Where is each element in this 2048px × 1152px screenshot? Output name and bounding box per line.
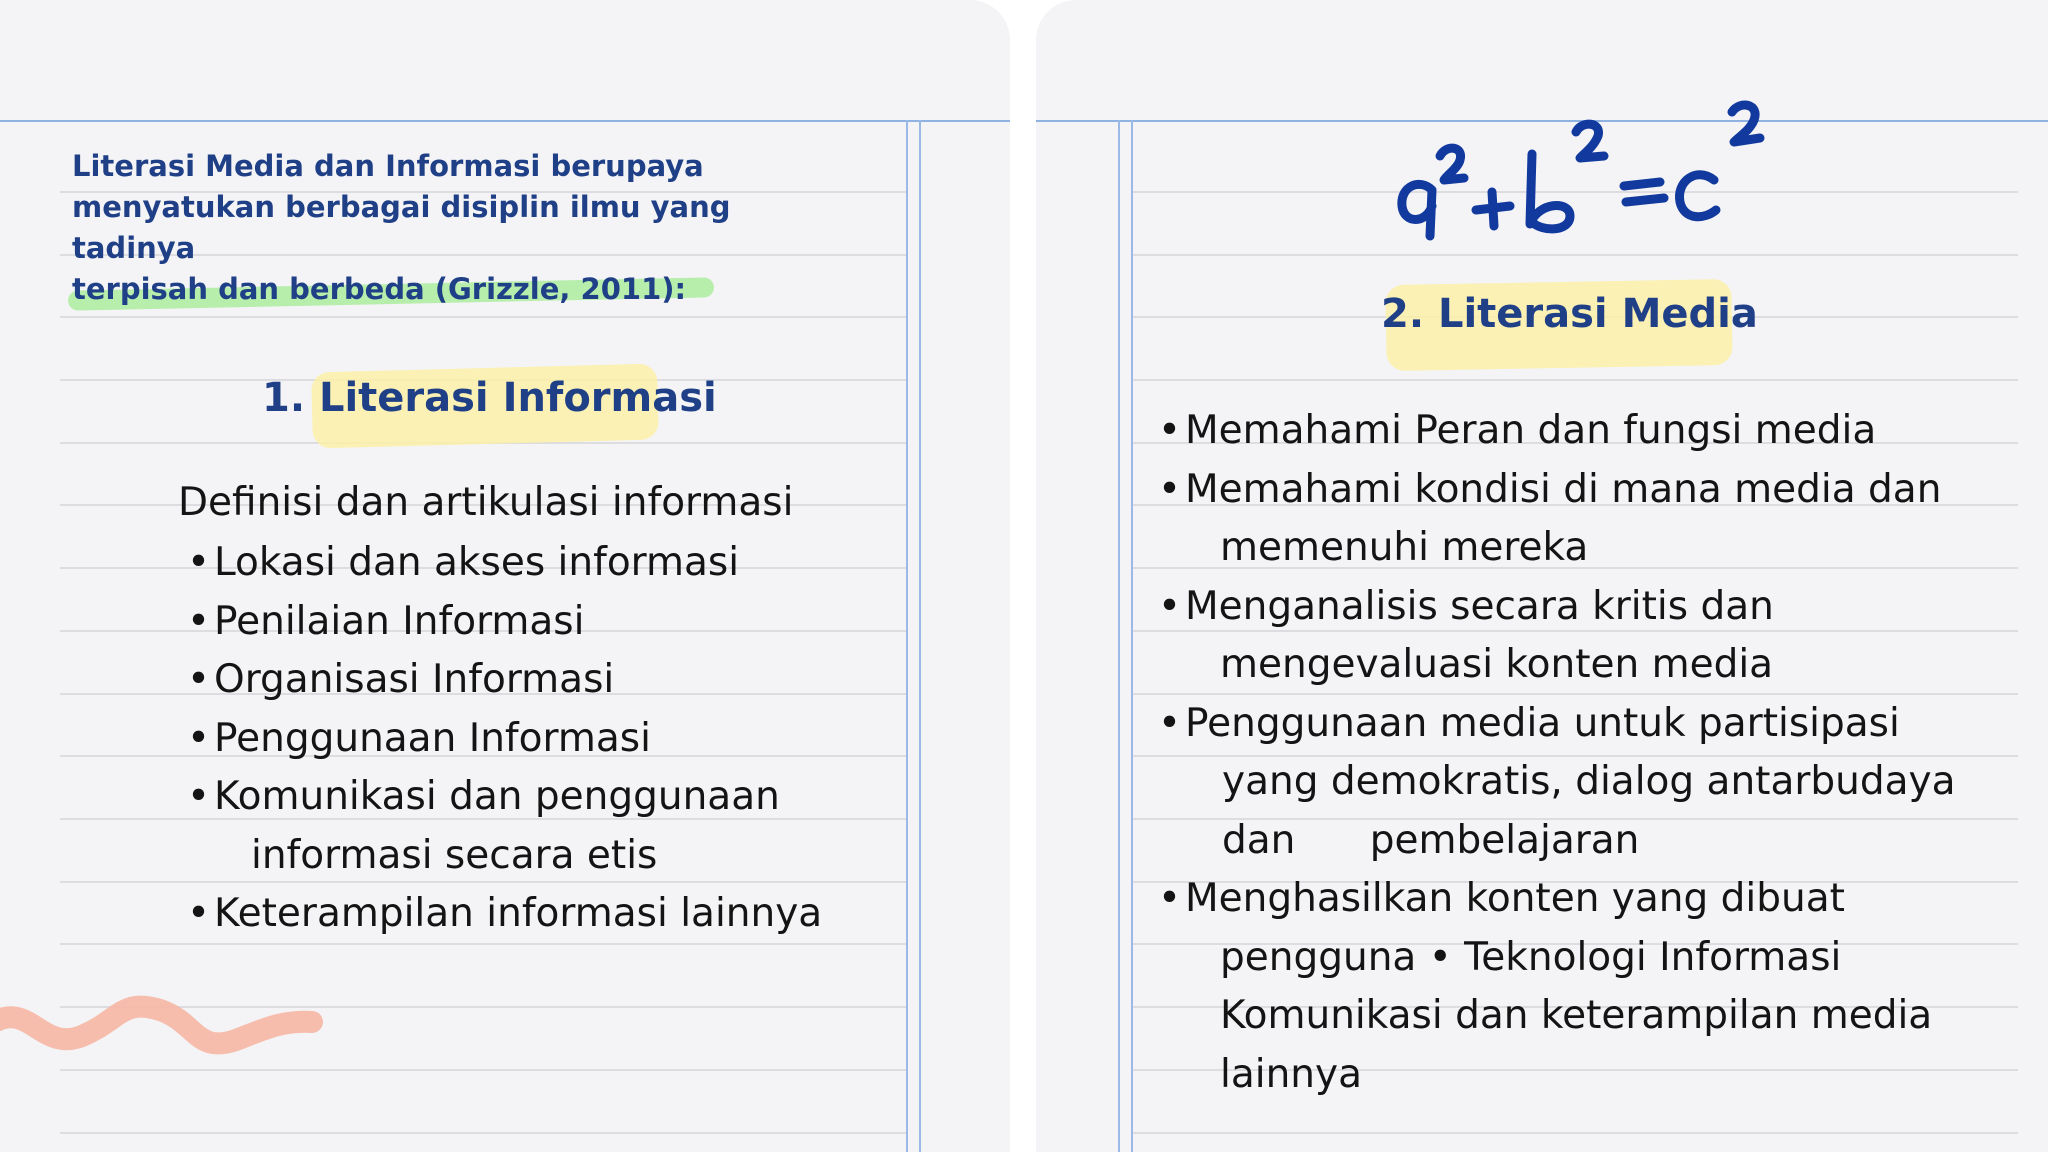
ruled-line — [1133, 379, 2018, 381]
list-item-continuation: lainnya — [1220, 1051, 1362, 1097]
ruled-line — [1133, 1132, 2018, 1134]
list-item-text: Keterampilan informasi lainnya — [214, 891, 823, 936]
bullet: • — [187, 657, 211, 702]
list-item — [187, 710, 887, 769]
ruled-line — [60, 1132, 906, 1134]
section-heading-literasi-media: 2. Literasi Media — [1381, 291, 1758, 337]
list-item-continuation: Komunikasi dan keterampilan media — [1220, 993, 1933, 1038]
lead-line: Definisi dan artikulasi informasi — [178, 480, 794, 525]
list-item-text: Penilaian Informasi — [214, 598, 585, 644]
bullet: • — [187, 540, 211, 585]
list-item-continuation: yang demokratis, dialog antarbudaya — [1222, 759, 1956, 804]
handwritten-formula-icon — [1380, 94, 1780, 254]
list-item-text: Organisasi Informasi — [214, 657, 615, 702]
list-item — [187, 885, 887, 944]
ruled-line — [1133, 254, 2018, 256]
list-item — [187, 651, 887, 710]
bullet: • — [187, 598, 211, 644]
left-notebook-page — [0, 0, 1010, 1152]
list-item-text: Lokasi dan akses informasi — [214, 540, 740, 585]
list-item — [1158, 402, 2038, 461]
list-item — [187, 534, 887, 593]
intro-line: Literasi Media dan Informasi berupaya — [72, 149, 704, 183]
top-margin-rule — [0, 120, 1010, 122]
bullet: • — [1158, 466, 1182, 512]
intro-line: terpisah dan berbeda (Grizzle, 2011): — [72, 272, 687, 306]
information-literacy-list — [187, 534, 887, 944]
pink-squiggle-decoration — [0, 990, 330, 1070]
bullet: • — [187, 774, 211, 819]
list-item-text: Memahami kondisi di mana media dan — [1185, 466, 1942, 512]
margin-rule-outer — [1118, 120, 1120, 1152]
margin-rule-inner — [1131, 120, 1133, 1152]
bullet: • — [1158, 408, 1182, 453]
margin-rule-inner — [919, 120, 921, 1152]
bullet: • — [1158, 876, 1182, 921]
intro-line: menyatukan berbagai disiplin ilmu yang tadinya — [72, 190, 731, 265]
list-item-text: Komunikasi dan penggunaan — [214, 774, 780, 819]
bullet: • — [1158, 583, 1182, 629]
bullet: • — [187, 891, 211, 936]
list-item-text: Menganalisis secara kritis dan — [1185, 583, 1774, 629]
list-item — [1158, 870, 2038, 1104]
list-item-continuation: mengevaluasi konten media — [1220, 642, 1774, 687]
ruled-line — [60, 316, 906, 318]
bullet: • — [187, 715, 211, 761]
list-item-text: Memahami Peran dan fungsi media — [1185, 408, 1877, 453]
list-item-continuation: informasi secara etis — [251, 832, 658, 878]
list-item — [1158, 461, 2038, 578]
list-item — [1158, 578, 2038, 695]
list-item — [187, 593, 887, 652]
right-notebook-page — [1036, 0, 2048, 1152]
list-item — [1158, 695, 2038, 871]
list-item-continuation: memenuhi mereka — [1220, 525, 1589, 570]
intro-paragraph — [72, 146, 832, 310]
list-item-text: Penggunaan Informasi — [214, 715, 651, 761]
section-heading-literasi-informasi: 1. Literasi Informasi — [262, 375, 717, 421]
bullet: • — [1158, 700, 1182, 746]
margin-rule-outer — [906, 120, 908, 1152]
list-item-continuation: dan pembelajaran — [1222, 817, 1640, 863]
list-item — [187, 768, 887, 885]
list-item-text: Menghasilkan konten yang dibuat — [1185, 876, 1845, 921]
list-item-continuation: pengguna • Teknologi Informasi — [1220, 934, 1842, 980]
list-item-text: Penggunaan media untuk partisipasi — [1185, 700, 1900, 746]
media-literacy-list — [1158, 402, 2038, 1104]
